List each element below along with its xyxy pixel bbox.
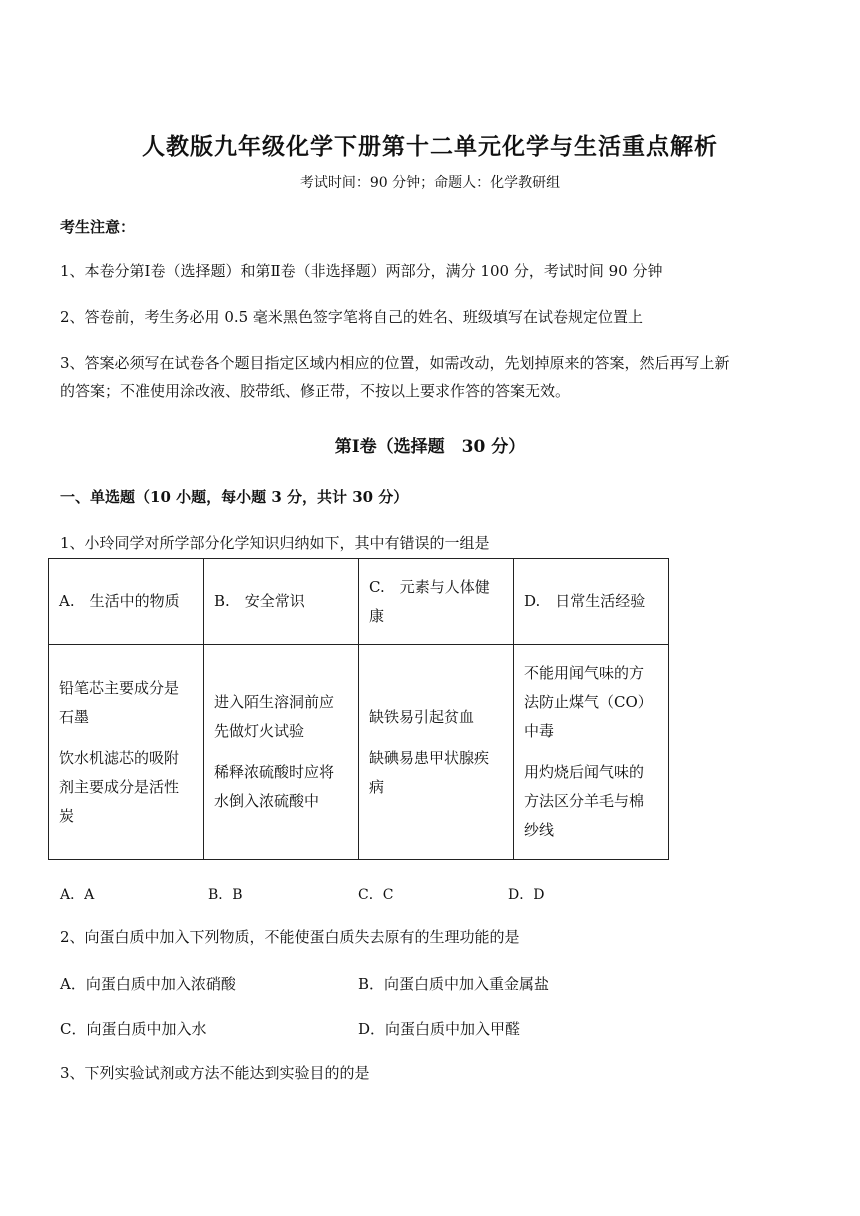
notice-heading: 考生注意：	[60, 218, 136, 236]
question-1-option-a[interactable]: A．A	[60, 887, 95, 903]
question-2-stem: 2、向蛋白质中加入下列物质，不能使蛋白质失去原有的生理功能的是	[60, 928, 520, 946]
section-title: 第Ⅰ卷（选择题 30 分）	[334, 437, 526, 457]
notice-item-3: 3、答案必须写在试卷各个题目指定区域内相应的位置，如需改动，先划掉原来的答案，然后再写上新	[60, 354, 730, 372]
notice-item-1: 1、本卷分第Ⅰ卷（选择题）和第Ⅱ卷（非选择题）两部分，满分 100 分，考试时间 90 分钟	[60, 262, 663, 280]
table-header-row	[49, 559, 669, 645]
question-3-stem: 3、下列实验试剂或方法不能达到实验目的的是	[60, 1064, 370, 1082]
question-1-option-d[interactable]: D．D	[508, 887, 545, 903]
question-2-option-c[interactable]: C．向蛋白质中加入水	[60, 1020, 207, 1038]
table-cell-a: 铅笔芯主要成分是 石墨 饮水机滤芯的吸附 剂主要成分是活性 炭	[49, 645, 204, 860]
table-cell-b: 进入陌生溶洞前应 先做灯火试验 稀释浓硫酸时应将 水倒入浓硫酸中	[204, 645, 359, 860]
table-header-cell: C. 元素与人体健 康	[359, 559, 514, 645]
question-2-option-b[interactable]: B．向蛋白质中加入重金属盐	[358, 975, 550, 993]
page-title: 人教版九年级化学下册第十二单元化学与生活重点解析	[142, 133, 718, 160]
question-2-option-a[interactable]: A．向蛋白质中加入浓硝酸	[60, 975, 236, 993]
table-cell-d: 不能用闻气味的方 法防止煤气（CO） 中毒 用灼烧后闻气味的 方法区分羊毛与棉 纱线	[514, 645, 669, 860]
question-1-table	[48, 558, 669, 860]
exam-info: 考试时间：90 分钟；命题人：化学教研组	[299, 175, 561, 191]
question-1-option-c[interactable]: C．C	[358, 887, 394, 903]
notice-item-2: 2、答卷前，考生务必用 0.5 毫米黑色签字笔将自己的姓名、班级填写在试卷规定位置上	[60, 308, 643, 326]
table-header-cell: A. 生活中的物质	[49, 559, 204, 645]
table-header-cell: B. 安全常识	[204, 559, 359, 645]
notice-item-3-continued: 的答案；不准使用涂改液、胶带纸、修正带，不按以上要求作答的答案无效。	[60, 382, 571, 400]
question-1-option-b[interactable]: B．B	[208, 887, 243, 903]
table-cell-c: 缺铁易引起贫血 缺碘易患甲状腺疾 病	[359, 645, 514, 860]
question-1-stem: 1、小玲同学对所学部分化学知识归纳如下，其中有错误的一组是	[60, 534, 490, 552]
table-row	[49, 645, 669, 860]
table-header-cell: D. 日常生活经验	[514, 559, 669, 645]
part-heading: 一、单选题（10 小题，每小题 3 分，共计 30 分）	[60, 488, 409, 506]
question-2-option-d[interactable]: D．向蛋白质中加入甲醛	[358, 1020, 521, 1038]
